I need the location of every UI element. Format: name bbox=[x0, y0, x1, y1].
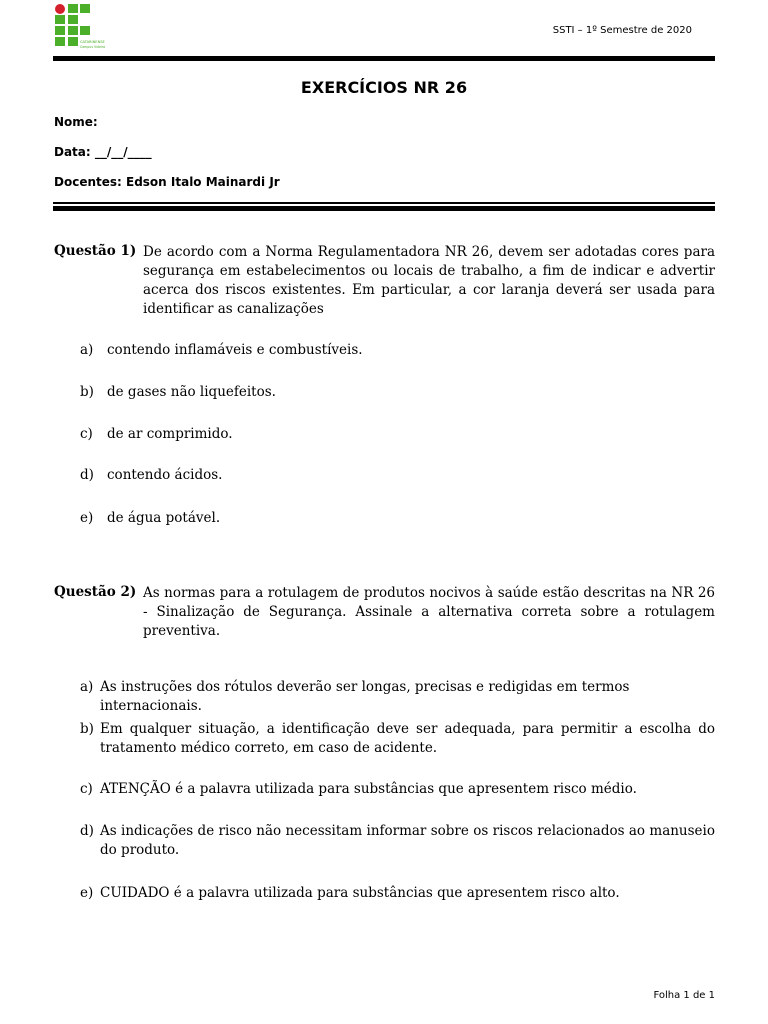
option-text: de gases não liquefeitos. bbox=[107, 384, 276, 400]
option-text: contendo ácidos. bbox=[107, 467, 223, 483]
option-text: de ar comprimido. bbox=[107, 426, 233, 442]
option-text: contendo inflamáveis e combustíveis. bbox=[107, 342, 363, 358]
option-text: CUIDADO é a palavra utilizada para substâncias que apresentem risco alto. bbox=[100, 885, 620, 901]
option-letter: c) bbox=[80, 781, 93, 797]
date-field-label: Data: __/__/____ bbox=[54, 145, 152, 159]
option-letter: a) bbox=[80, 679, 94, 695]
logo-text-line1: CATARINENSE bbox=[80, 40, 105, 44]
option-letter: c) bbox=[80, 426, 93, 442]
question-1-label: Questão 1) bbox=[54, 243, 137, 259]
logo-red-circle bbox=[55, 4, 65, 14]
question-1-text: De acordo com a Norma Regulamentadora NR 26, devem ser adotadas cores para segurança em estabelecimentos ou locais de trabalho, a fim de indicar e advertir acerca dos riscos existentes. Em particular, a cor laranja deverá ser usada para identificar as canalizações bbox=[143, 244, 715, 317]
question-2-text: As normas para a rotulagem de produtos nocivos à saúde estão descritas na NR 26 - Sinalização de Segurança. Assinale a alternativa correta sobre a rotulagem preventiva. bbox=[143, 585, 715, 639]
instructors-label: Docentes: Edson Italo Mainardi Jr bbox=[54, 175, 280, 189]
logo-square bbox=[68, 15, 78, 24]
option-letter: b) bbox=[80, 384, 94, 400]
form-divider-bottom bbox=[53, 206, 715, 211]
option-letter: a) bbox=[80, 342, 94, 358]
logo-graphic bbox=[54, 3, 114, 53]
logo-square bbox=[80, 4, 90, 13]
option-letter: e) bbox=[80, 510, 94, 526]
option-text: Em qualquer situação, a identificação deve ser adequada, para permitir a escolha do tratamento médico correto, em caso de acidente. bbox=[100, 721, 715, 756]
question-2-label: Questão 2) bbox=[54, 584, 137, 600]
logo-square bbox=[80, 26, 90, 35]
logo-square bbox=[55, 15, 65, 24]
logo-square bbox=[68, 4, 78, 13]
header-divider bbox=[53, 56, 715, 61]
option-text: de água potável. bbox=[107, 510, 221, 526]
form-divider-top bbox=[53, 202, 715, 204]
logo-square bbox=[68, 37, 78, 46]
option-letter: d) bbox=[80, 467, 94, 483]
institution-logo bbox=[54, 3, 114, 53]
logo-square bbox=[68, 26, 78, 35]
logo-square bbox=[55, 37, 65, 46]
page-number: Folha 1 de 1 bbox=[653, 990, 715, 1001]
logo-text-line2: Campus Videira bbox=[80, 45, 106, 49]
option-text: ATENÇÃO é a palavra utilizada para substâncias que apresentem risco médio. bbox=[100, 781, 637, 797]
page-title: EXERCÍCIOS NR 26 bbox=[300, 78, 468, 97]
option-text: As instruções dos rótulos deverão ser longas, precisas e redigidas em termos internacionais. bbox=[100, 679, 630, 714]
name-field-label: Nome: bbox=[54, 115, 98, 129]
logo-square bbox=[55, 26, 65, 35]
option-letter: d) bbox=[80, 823, 94, 839]
option-text: As indicações de risco não necessitam informar sobre os riscos relacionados ao manuseio do produto. bbox=[100, 823, 715, 858]
option-letter: b) bbox=[80, 721, 94, 737]
course-info: SSTI – 1º Semestre de 2020 bbox=[552, 25, 692, 36]
option-letter: e) bbox=[80, 885, 94, 901]
